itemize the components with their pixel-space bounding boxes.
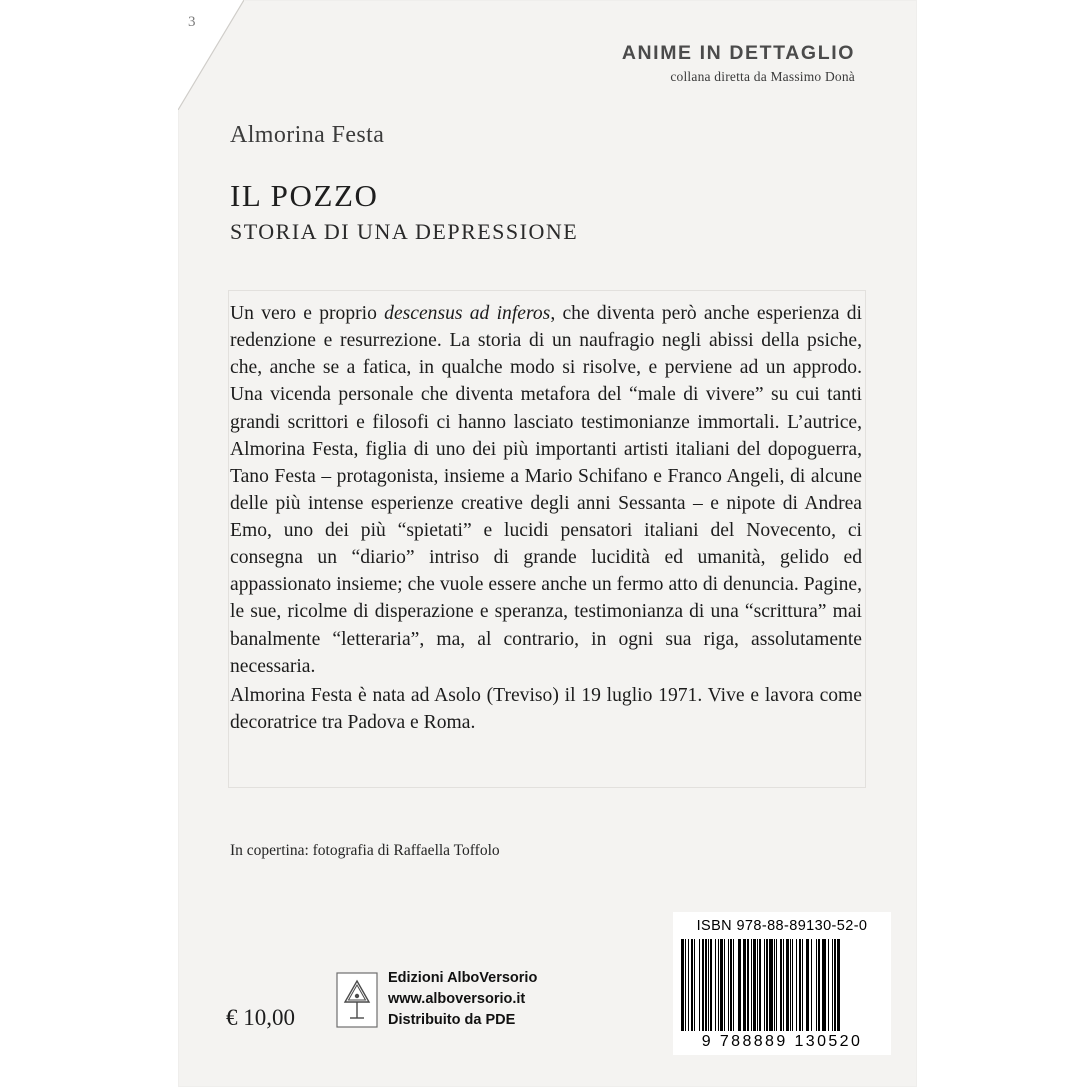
author-bio-text: Almorina Festa è nata ad Asolo (Treviso) il 19 luglio 1971. Vive e lavora come decoratrice tra Padova e Roma.	[230, 685, 862, 734]
book-subtitle: STORIA DI UNA DEPRESSIONE	[230, 219, 579, 244]
barcode-block	[673, 912, 891, 1055]
isbn-label: ISBN 978-88-89130-52-0	[696, 918, 868, 934]
cover-surface	[178, 0, 917, 1087]
publisher-block	[336, 968, 537, 1031]
book-title: IL POZZO	[230, 178, 379, 213]
author-name: Almorina Festa	[230, 122, 385, 148]
price-label: € 10,00	[226, 1005, 295, 1030]
publisher-name: Edizioni AlboVersorio	[388, 970, 538, 986]
barcode-digits: 9 788889 130520	[701, 1033, 863, 1050]
page-number: 3	[188, 14, 196, 30]
publisher-distribution: Distribuito da PDE	[388, 1012, 516, 1029]
series-block	[622, 42, 855, 85]
series-editor-line: collana diretta da Massimo Donà	[670, 69, 855, 84]
series-title: ANIME IN DETTAGLIO	[621, 42, 855, 64]
barcode-bar	[840, 939, 842, 1031]
blurb-text: Un vero e proprio descensus ad inferos, che diventa però anche esperienza di redenzione e resurrezione. La storia di un naufragio negli abissi della psiche, che, anche se a fatica, in qualche modo si risolve, e perviene ad un approdo. Una vicenda personale che diventa metafora del “male di vivere” su cui tanti grandi scrittori e filosofi ci hanno lasciato testimonianze immortali. L’autrice, Almorina Festa, figlia di uno dei più importanti artisti italiani del dopoguerra, Tano Festa – protagonista, insieme a Mario Schifano e Franco Angeli, di alcune delle più intense esperienze creative degli anni Sessanta – e nipote di Andrea Emo, uno dei più “spietati” e lucidi pensatori italiani del Novecento, ci consegna un “diario” intriso di grande lucidità ed umanità, gelido ed appassionato insieme; che vuole essere anche un fermo atto di denuncia. Pagine, le sue, ricolme di disperazione e speranza, testimonianza di una “scrittura” mai banalmente “letteraria”, ma, al contrario, in ogni sua riga, assolutamente necessaria.	[230, 303, 862, 677]
albo-versorio-logo-icon	[336, 972, 378, 1028]
publisher-website: www.alboversorio.it	[388, 991, 526, 1008]
publisher-text-lines	[388, 968, 537, 1031]
cover-photo-credit: In copertina: fotografia di Raffaella Toffolo	[230, 842, 500, 859]
barcode-bars	[681, 939, 883, 1031]
